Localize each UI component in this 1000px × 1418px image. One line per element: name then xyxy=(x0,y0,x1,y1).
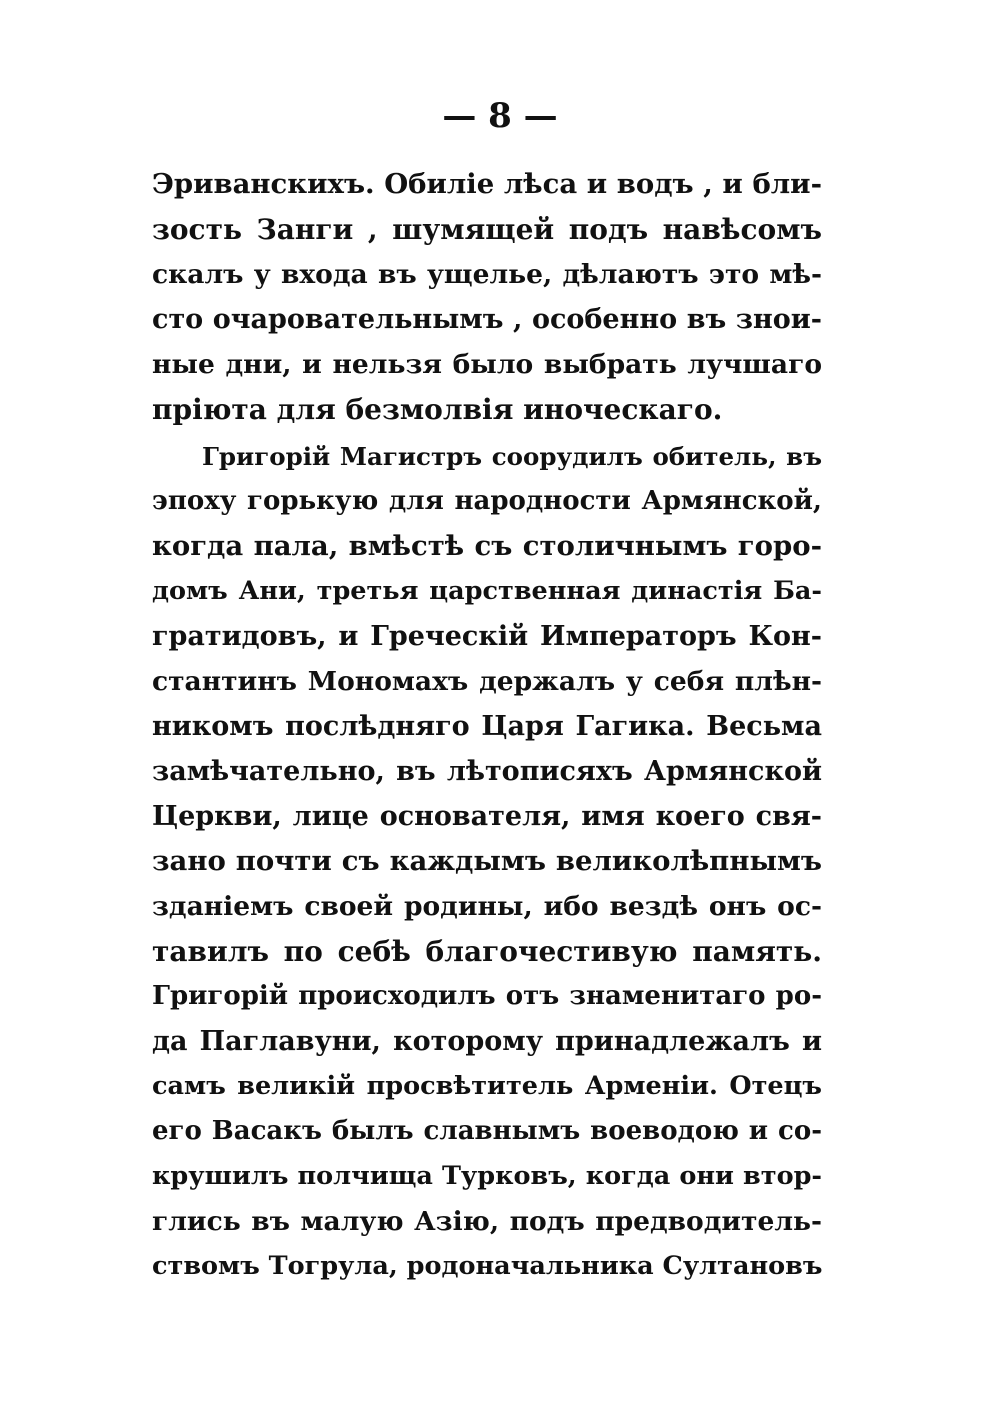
text-line: скалъ у входа въ ущелье, дѣлаютъ это мѣ- xyxy=(152,259,822,290)
text-line: гратидовъ, и Греческій Императоръ Кон- xyxy=(152,621,822,652)
text-line: глись въ малую Азію, подъ предводитель- xyxy=(152,1206,822,1237)
text-line: замѣчательно, въ лѣтописяхъ Армянской xyxy=(152,756,822,787)
text-line: когда пала, вмѣстѣ съ столичнымъ горо- xyxy=(152,530,822,562)
text-line: никомъ послѣдняго Царя Гагика. Весьма xyxy=(152,711,822,742)
text-line: зано почти съ каждымъ великолѣпнымъ xyxy=(152,845,822,877)
page-number: — 8 — xyxy=(442,96,558,136)
body-text xyxy=(152,162,822,1289)
text-line: крушилъ полчища Турковъ, когда они втор- xyxy=(152,1161,822,1191)
text-line: его Васакъ былъ славнымъ воеводою и со- xyxy=(152,1116,822,1146)
text-line: самъ великій просвѣтитель Арменіи. Отецъ xyxy=(152,1071,822,1101)
text-line: Церкви, лице основателя, имя коего свя- xyxy=(152,801,822,832)
text-line: тавилъ по себѣ благочестивую память. xyxy=(152,935,822,968)
text-line: пріюта для безмолвія иноческаго. xyxy=(152,393,723,426)
text-line: Григорій Магистръ соорудилъ обитель, въ xyxy=(202,442,822,471)
text-line: ные дни, и нельзя было выбрать лучшаго xyxy=(152,349,822,380)
text-line: сто очаровательнымъ , особенно въ знои- xyxy=(152,304,822,335)
text-line: зданіемъ своей родины, ибо вездѣ онъ ос- xyxy=(152,891,822,922)
paragraph-2 xyxy=(152,434,822,1289)
text-line: зость Занги , шумящей подъ навѣсомъ xyxy=(152,213,822,246)
text-line: эпоху горькую для народности Армянской, xyxy=(152,486,822,516)
text-line: Эриванскихъ. Обиліе лѣса и водъ , и бли- xyxy=(152,168,822,200)
text-line: Григорій происходилъ отъ знаменитаго ро- xyxy=(152,981,822,1011)
text-line: да Паглавуни, которому принадлежалъ и xyxy=(152,1026,822,1057)
text-line: стантинъ Мономахъ держалъ у себя плѣн- xyxy=(152,666,822,697)
text-line: домъ Ани, третья царственная династія Ба- xyxy=(152,576,822,606)
text-line: ствомъ Тогрула, родоначальника Султановъ xyxy=(152,1251,822,1281)
paragraph-1 xyxy=(152,162,822,432)
